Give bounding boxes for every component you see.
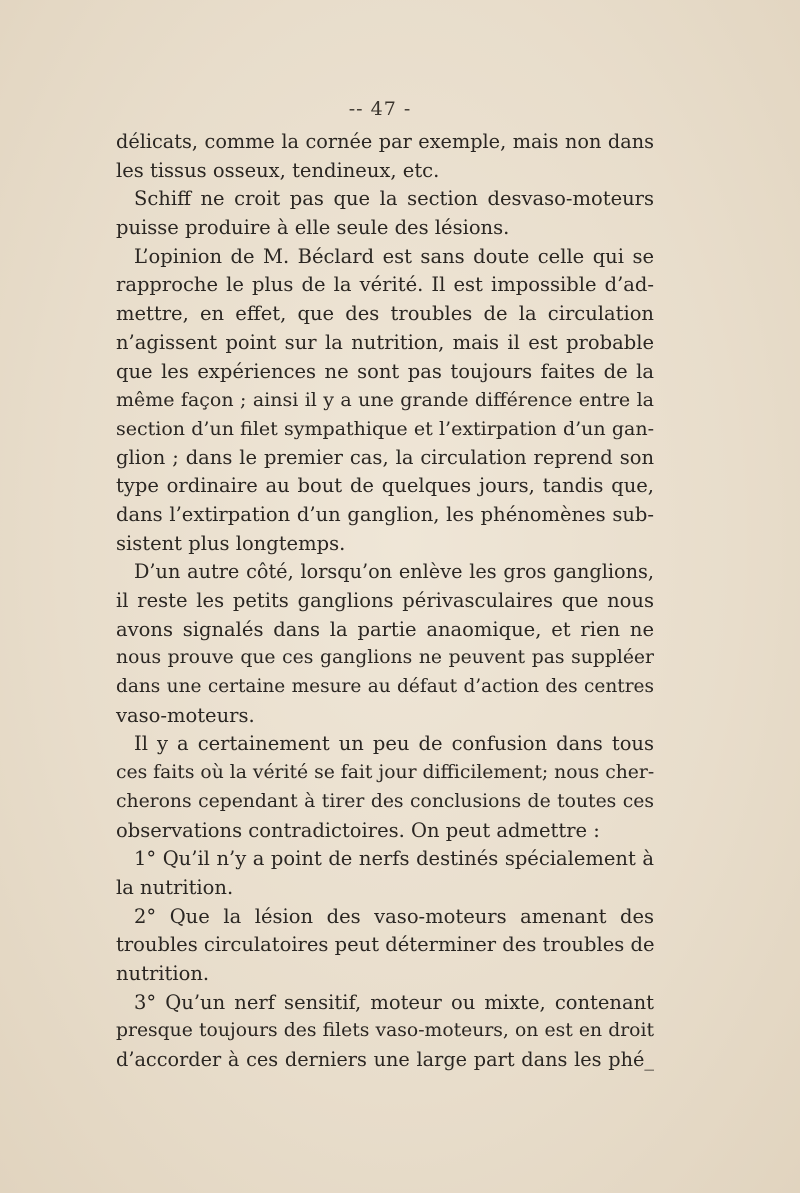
text-line: dans l’extirpation d’un ganglion, les phénomènes sub- bbox=[116, 502, 654, 526]
text-line: observations contradictoires. On peut admettre : bbox=[116, 818, 600, 842]
text-line: mettre, en effet, que des troubles de la circulation bbox=[116, 302, 654, 326]
text-line: d’accorder à ces derniers une large part dans les phé_ bbox=[116, 1048, 654, 1071]
text-line: 2° Que la lésion des vaso-moteurs amenant des bbox=[134, 904, 654, 928]
text-line: même façon ; ainsi il y a une grande différence entre la bbox=[116, 389, 654, 412]
text-line: troubles circulatoires peut déterminer des troubles de bbox=[116, 933, 655, 957]
text-line: cherons cependant à tirer des conclusions de toutes ces bbox=[116, 790, 654, 812]
text-line: que les expériences ne sont pas toujours faites de la bbox=[116, 359, 654, 383]
text-line: Schiff ne croit pas que la section desvaso-moteurs bbox=[134, 187, 654, 211]
text-line: puisse produire à elle seule des lésions. bbox=[116, 216, 510, 240]
text-line: section d’un filet sympathique et l’extirpation d’un gan- bbox=[116, 417, 654, 440]
text-line: nutrition. bbox=[116, 961, 210, 985]
page-number: -- 47 - bbox=[348, 98, 412, 120]
text-line: ces faits où la vérité se fait jour difficilement; nous cher- bbox=[116, 762, 655, 784]
text-line: dans une certaine mesure au défaut d’action des centres bbox=[116, 676, 654, 698]
text-line: les tissus osseux, tendineux, etc. bbox=[116, 158, 440, 182]
text-line: Il y a certainement un peu de confusion dans tous bbox=[134, 732, 654, 756]
text-line: glion ; dans le premier cas, la circulation reprend son bbox=[116, 445, 654, 469]
text-line: avons signalés dans la partie anaomique, et rien ne bbox=[116, 617, 654, 641]
text-line: rapproche le plus de la vérité. Il est impossible d’ad- bbox=[116, 273, 654, 297]
text-line: D’un autre côté, lorsqu’on enlève les gros ganglions, bbox=[134, 560, 654, 584]
text-line: délicats, comme la cornée par exemple, mais non dans bbox=[116, 130, 654, 153]
text-line: sistent plus longtemps. bbox=[116, 531, 346, 555]
text-line: 1° Qu’il n’y a point de nerfs destinés spécialement à bbox=[134, 847, 654, 871]
text-line: n’agissent point sur la nutrition, mais il est probable bbox=[116, 330, 654, 354]
text-line: la nutrition. bbox=[116, 875, 234, 899]
text-line: presque toujours des filets vaso-moteurs, on est en droit bbox=[116, 1020, 654, 1042]
text-line: vaso-moteurs. bbox=[116, 703, 255, 727]
text-line: L’opinion de M. Béclard est sans doute celle qui se bbox=[134, 244, 654, 268]
body-text bbox=[116, 128, 654, 1075]
text-line: type ordinaire au bout de quelques jours, tandis que, bbox=[116, 474, 654, 498]
text-line: nous prouve que ces ganglions ne peuvent pas suppléer bbox=[116, 647, 654, 669]
text-line: il reste les petits ganglions périvasculaires que nous bbox=[116, 589, 654, 612]
text-line: 3° Qu’un nerf sensitif, moteur ou mixte, contenant bbox=[134, 990, 654, 1014]
